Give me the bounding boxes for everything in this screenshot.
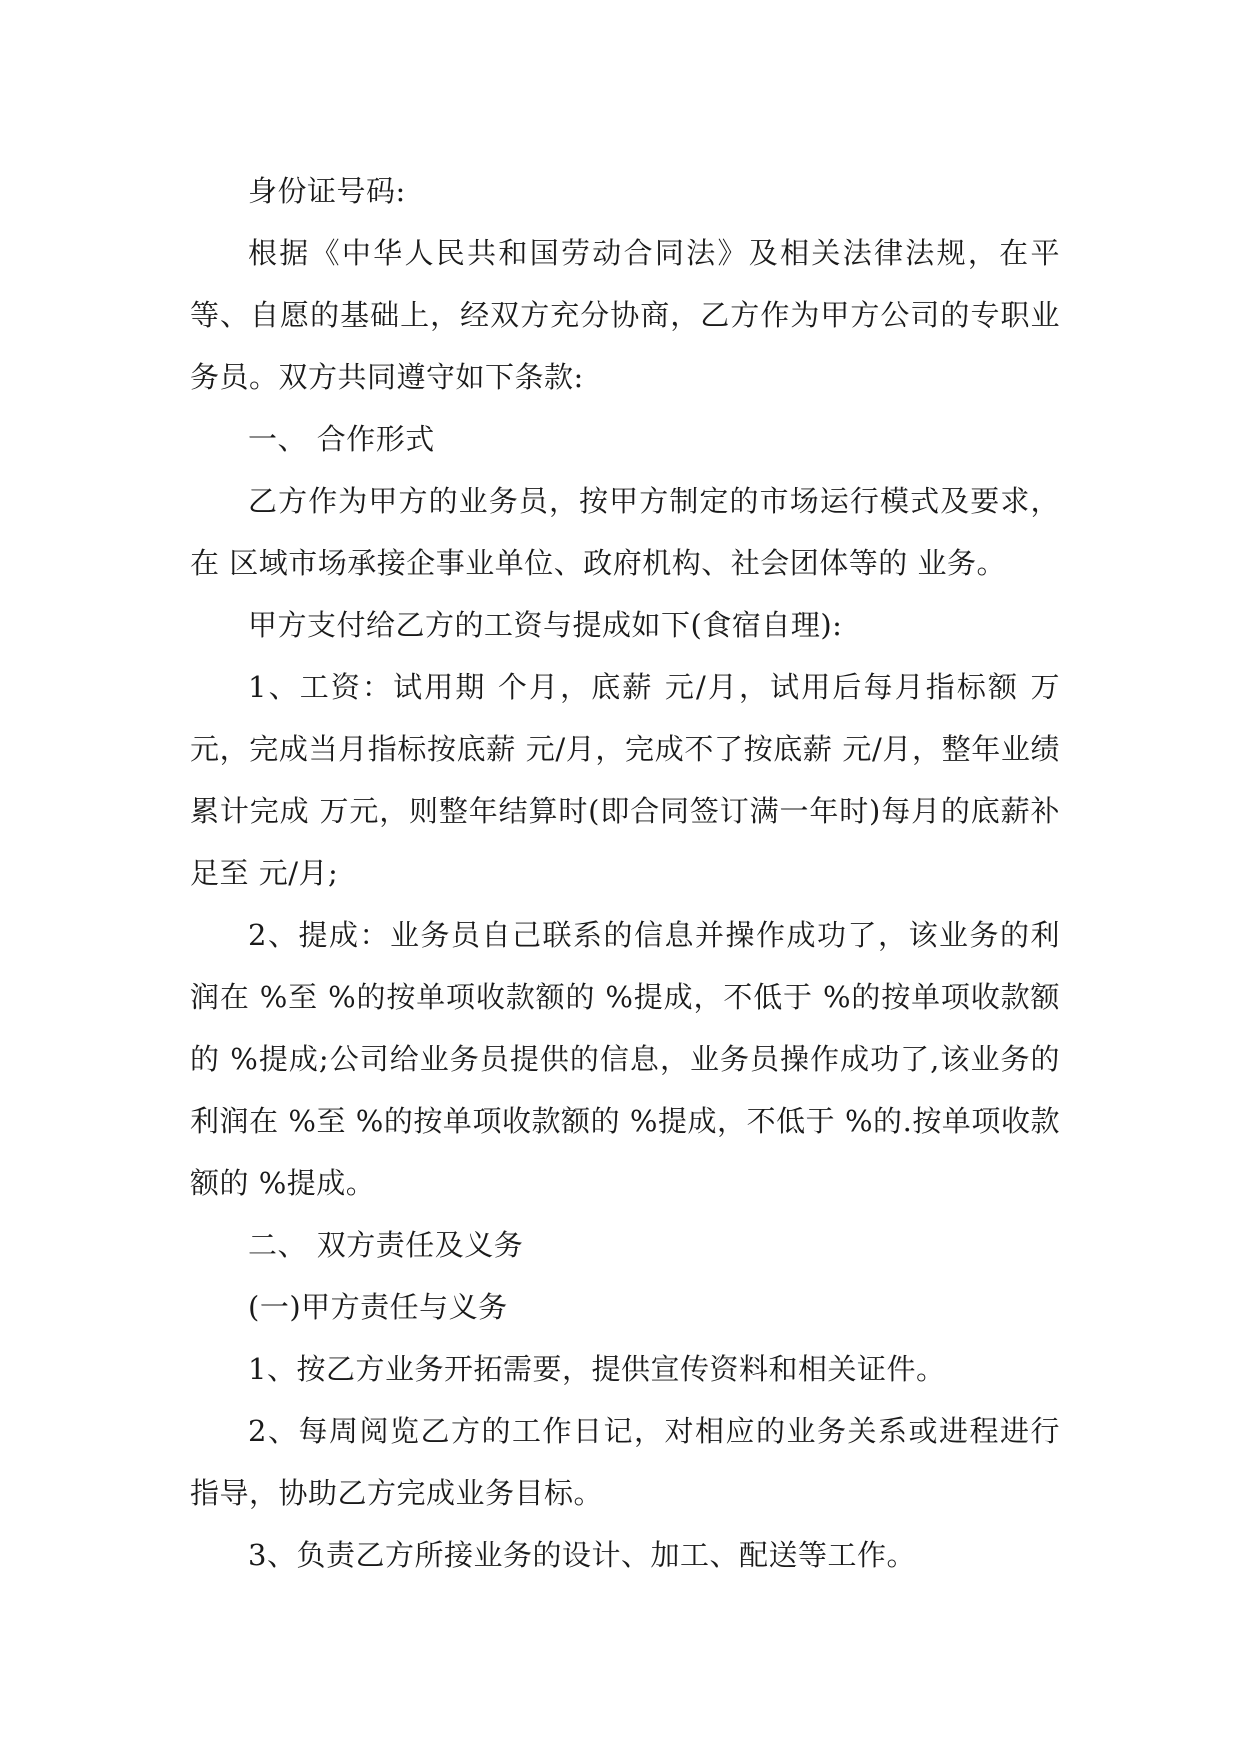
- paragraph-preamble: 根据《中华人民共和国劳动合同法》及相关法律法规，在平等、自愿的基础上，经双方充分协商，乙方作为甲方公司的专职业务员。双方共同遵守如下条款:: [190, 236, 1060, 394]
- paragraph-duty-1: 1、按乙方业务开拓需要，提供宣传资料和相关证件。: [248, 1352, 946, 1386]
- paragraph-cooperation: 乙方作为甲方的业务员，按甲方制定的市场运行模式及要求，在 区域市场承接企事业单位、政府机构、社会团体等的 业务。: [190, 484, 1060, 580]
- paragraph-pay-intro: 甲方支付给乙方的工资与提成如下(食宿自理):: [248, 608, 843, 642]
- paragraph-commission: 2、提成：业务员自己联系的信息并操作成功了，该业务的利润在 %至 %的按单项收款额的 %提成，不低于 %的按单项收款额的 %提成;公司给业务员提供的信息，业务员操作成功了,该业务的利润在 %至 %的按单项收款额的 %提成，不低于 %的.按单项收款额的 %提成。: [190, 918, 1060, 1200]
- paragraph-duty-2: 2、每周阅览乙方的工作日记，对相应的业务关系或进程进行指导，协助乙方完成业务目标。: [190, 1414, 1060, 1510]
- subsection-heading-party-a: (一)甲方责任与义务: [248, 1290, 508, 1324]
- document-body: [190, 160, 1060, 1586]
- paragraph-duty-3: 3、负责乙方所接业务的设计、加工、配送等工作。: [248, 1538, 916, 1572]
- paragraph-id-number: 身份证号码:: [248, 174, 406, 208]
- section-heading-responsibilities: 二、 双方责任及义务: [248, 1228, 524, 1262]
- section-heading-cooperation: 一、 合作形式: [248, 422, 435, 456]
- paragraph-salary: 1、工资：试用期 个月，底薪 元/月，试用后每月指标额 万元，完成当月指标按底薪 元/月，完成不了按底薪 元/月，整年业绩累计完成 万元，则整年结算时(即合同签订满一年时)每月的底薪补足至 元/月;: [190, 670, 1060, 890]
